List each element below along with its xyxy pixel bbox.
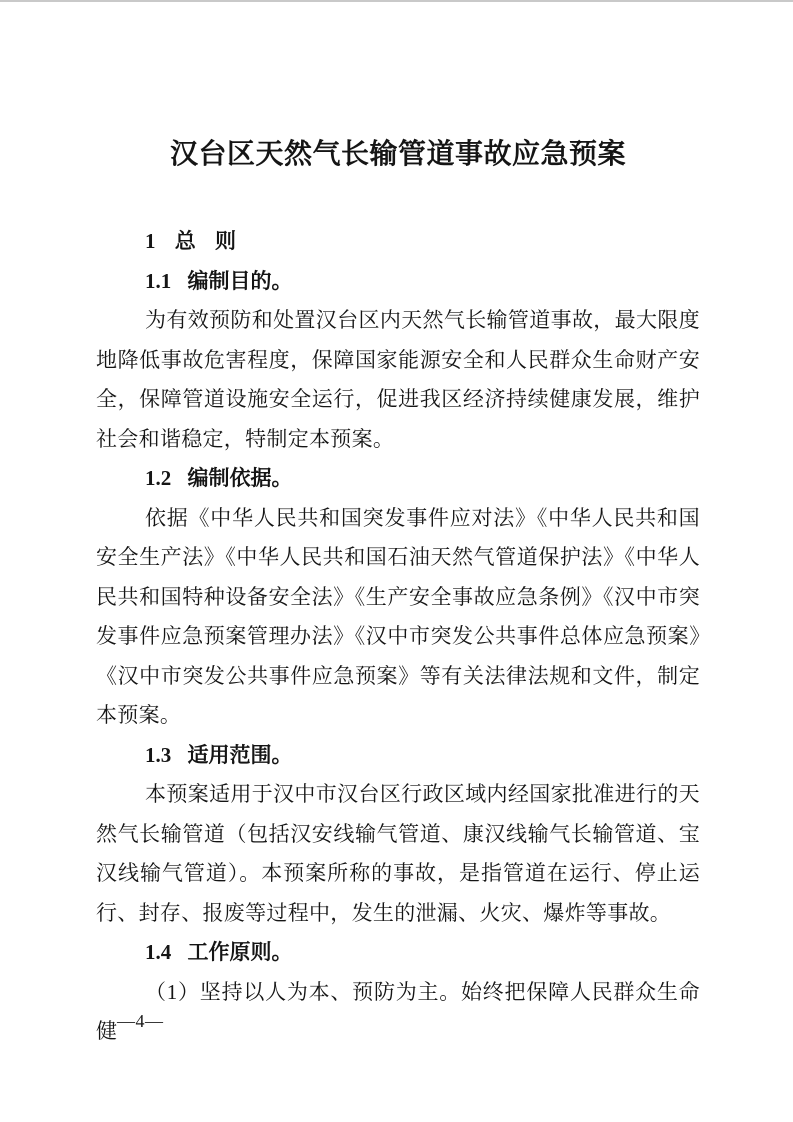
section-heading-1-2: 1.2 编制依据。 <box>145 466 293 490</box>
section-heading-1-3: 1.3 适用范围。 <box>145 742 293 767</box>
document-title: 汉台区天然气长输管道事故应急预案 <box>169 138 626 169</box>
scan-top-edge <box>0 0 793 2</box>
chapter-heading: 1 总 则 <box>145 229 236 253</box>
page-number: —4— <box>117 1011 164 1031</box>
section-body-1-3: 本预案适用于汉中市汉台区行政区域内经国家批准进行的天然气长输管道（包括汉安线输气管道、康汉线输气长输管道、宝汉线输气管道）。本预案所称的事故，是指管道在运行、停止运行、封存、报废等过程中，发生的泄漏、火灾、爆炸等事故。 <box>96 782 700 925</box>
section-body-1-2: 依据《中华人民共和国突发事件应对法》《中华人民共和国安全生产法》《中华人民共和国石油天然气管道保护法》《中华人民共和国特种设备安全法》《生产安全事故应急条例》《汉中市突发事件应急预案管理办法》《汉中市突发公共事件总体应急预案》《汉中市突发公共事件应急预案》等有关法律法规和文件，制定本预案。 <box>96 505 700 727</box>
section-body-1-1: 为有效预防和处置汉台区内天然气长输管道事故，最大限度地降低事故危害程度，保障国家能源安全和人民群众生命财产安全，保障管道设施安全运行，促进我区经济持续健康发展，维护社会和谐稳定，特制定本预案。 <box>96 308 700 451</box>
section-heading-1-1: 1.1 编制目的。 <box>145 268 293 293</box>
section-heading-1-4: 1.4 工作原则。 <box>145 940 293 964</box>
section-body-1-4: （1）坚持以人为本、预防为主。始终把保障人民群众生命健 <box>96 979 700 1043</box>
